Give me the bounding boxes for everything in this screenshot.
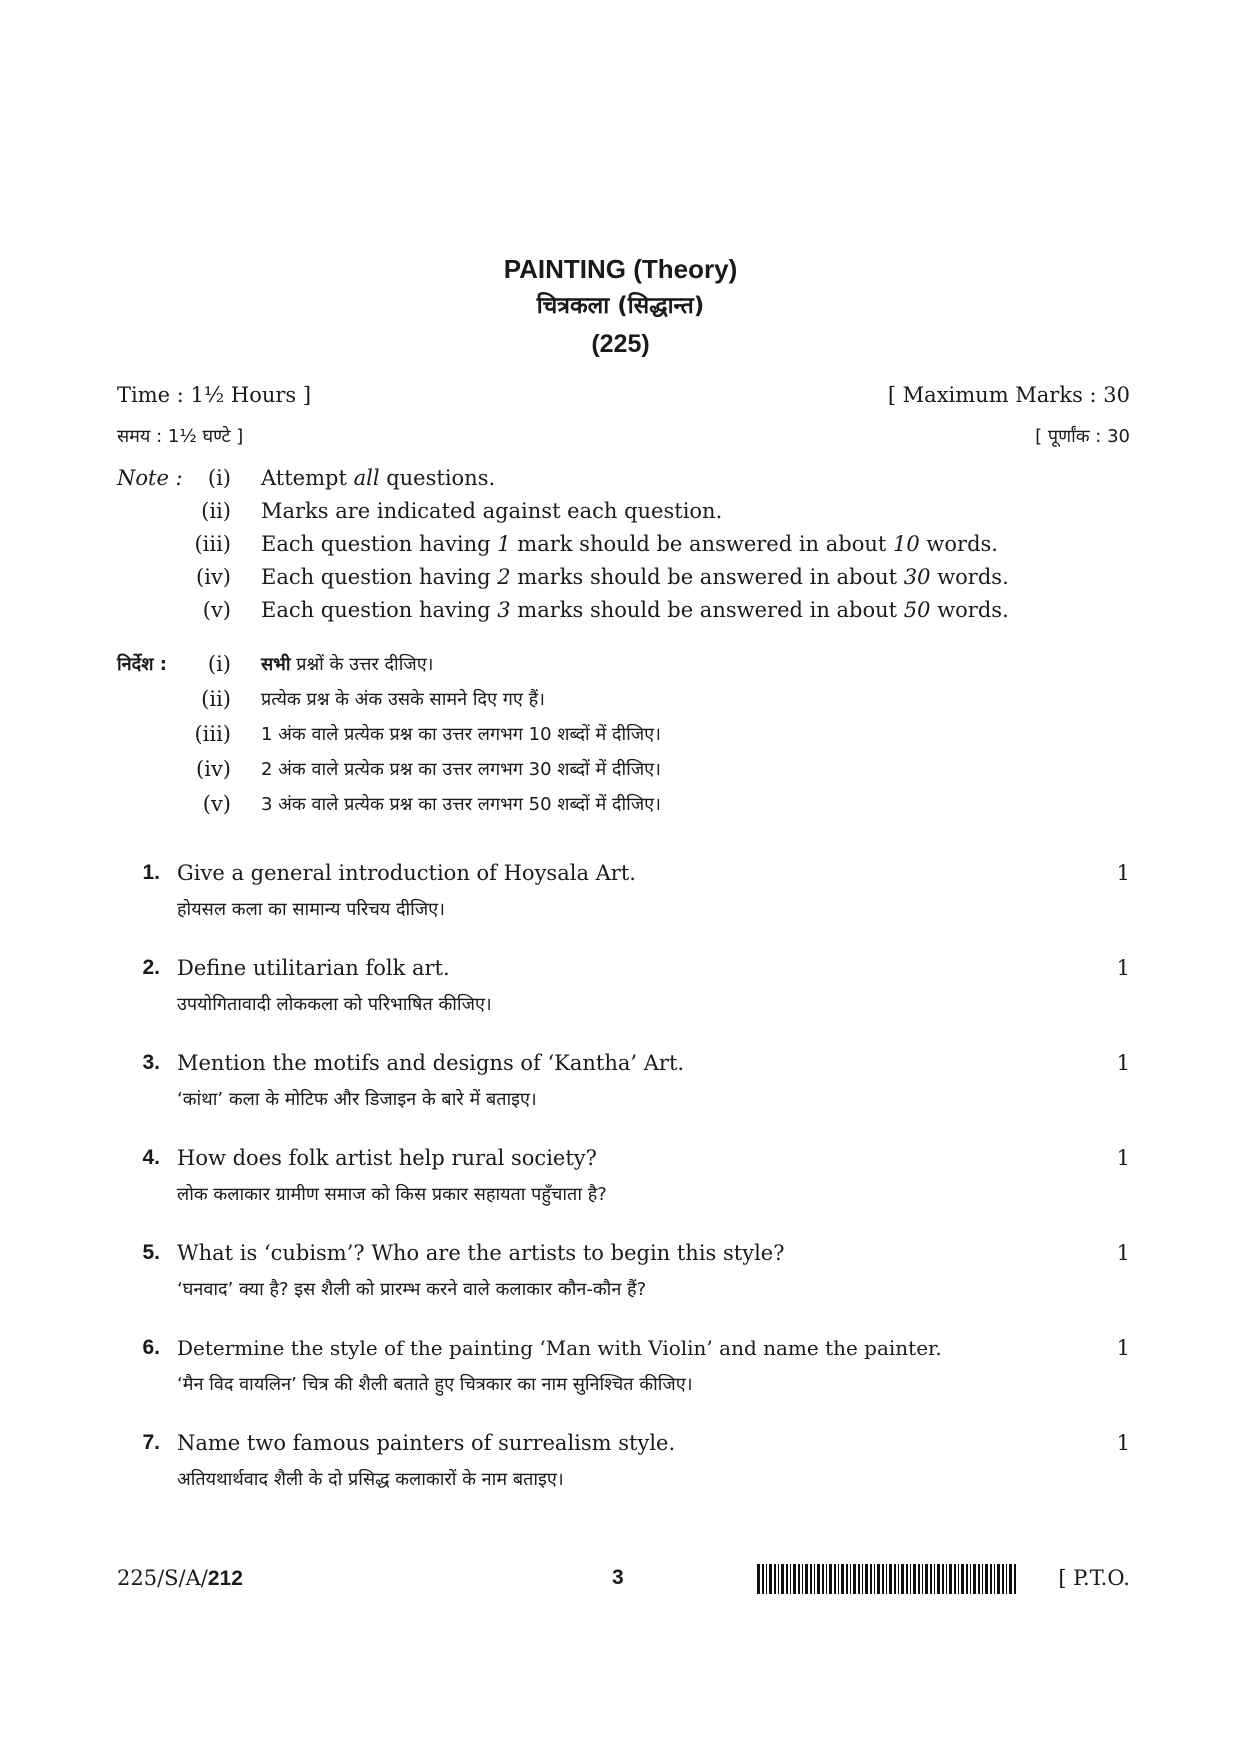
question-text-hindi: उपयोगितावादी लोककला को परिभाषित कीजिए। bbox=[177, 994, 492, 1015]
note-item-text: Attempt all questions. bbox=[261, 466, 496, 490]
note-item-text-hindi: 3 अंक वाले प्रत्येक प्रश्न का उत्तर लगभग 50 शब्दों में दीजिए। bbox=[261, 794, 661, 815]
note-item-text: Marks are indicated against each question. bbox=[261, 499, 723, 523]
barcode-icon bbox=[757, 1564, 1017, 1594]
note-item-text: Each question having 2 marks should be answered in about 30 words. bbox=[261, 565, 1009, 589]
note-item-number: (iv) bbox=[196, 565, 231, 589]
question-number: 2. bbox=[142, 956, 160, 979]
time-label: Time : 1½ Hours ] bbox=[117, 383, 312, 407]
note-item-text-hindi: प्रत्येक प्रश्न के अंक उसके सामने दिए गए हैं। bbox=[261, 689, 545, 710]
note-item-text-hindi: 1 अंक वाले प्रत्येक प्रश्न का उत्तर लगभग 10 शब्दों में दीजिए। bbox=[261, 724, 661, 745]
question-text-hindi: होयसल कला का सामान्य परिचय दीजिए। bbox=[177, 899, 445, 920]
question-number: 3. bbox=[142, 1051, 160, 1074]
question-text: Mention the motifs and designs of ‘Kantha’ Art. bbox=[177, 1051, 685, 1075]
question-number: 7. bbox=[142, 1431, 160, 1454]
note-label: Note : bbox=[117, 466, 183, 490]
question-text-hindi: लोक कलाकार ग्रामीण समाज को किस प्रकार सहायता पहुँचाता है? bbox=[177, 1184, 607, 1205]
max-marks-label-hindi: [ पूर्णांक : 30 bbox=[1035, 426, 1130, 447]
question-number: 4. bbox=[142, 1146, 160, 1169]
question-number: 5. bbox=[142, 1241, 160, 1264]
question-marks: 1 bbox=[1116, 1051, 1130, 1075]
note-item-number: (i) bbox=[207, 652, 231, 676]
note-item-text-hindi: सभी प्रश्नों के उत्तर दीजिए। bbox=[261, 654, 434, 675]
question-text-hindi: ‘घनवाद’ क्या है? इस शैली को प्रारम्भ करने वाले कलाकार कौन-कौन हैं? bbox=[177, 1279, 647, 1300]
paper-title: PAINTING (Theory) bbox=[503, 254, 738, 284]
paper-title-hindi: चित्रकला (सिद्धान्त) bbox=[536, 293, 705, 319]
question-number: 1. bbox=[142, 861, 160, 884]
question-marks: 1 bbox=[1116, 956, 1130, 980]
question-marks: 1 bbox=[1116, 1336, 1130, 1360]
paper-code-number: 212 bbox=[207, 1567, 243, 1590]
page-number: 3 bbox=[612, 1566, 624, 1589]
question-marks: 1 bbox=[1116, 1146, 1130, 1170]
question-number: 6. bbox=[142, 1336, 160, 1359]
question-text: Give a general introduction of Hoysala Art. bbox=[177, 861, 636, 885]
question-text: Determine the style of the painting ‘Man with Violin’ and name the painter. bbox=[177, 1336, 942, 1360]
note-item-number: (v) bbox=[202, 598, 231, 622]
question-text-hindi: ‘मैन विद वायलिन’ चित्र की शैली बताते हुए चित्रकार का नाम सुनिश्चित कीजिए। bbox=[177, 1374, 693, 1395]
note-item-number: (ii) bbox=[201, 499, 231, 523]
note-item-number: (ii) bbox=[201, 687, 231, 711]
note-item-number: (iv) bbox=[196, 757, 231, 781]
question-marks: 1 bbox=[1116, 1431, 1130, 1455]
note-item-number: (iii) bbox=[194, 722, 231, 746]
note-item-number: (iii) bbox=[194, 532, 231, 556]
paper-code bbox=[117, 1566, 243, 1591]
question-text-hindi: अतियथार्थवाद शैली के दो प्रसिद्ध कलाकारों के नाम बताइए। bbox=[177, 1469, 564, 1490]
note-item-text: Each question having 3 marks should be answered in about 50 words. bbox=[261, 598, 1009, 622]
question-text: Define utilitarian folk art. bbox=[177, 956, 450, 980]
note-item-text: Each question having 1 mark should be answered in about 10 words. bbox=[261, 532, 998, 556]
question-text-hindi: ‘कांथा’ कला के मोटिफ और डिजाइन के बारे में बताइए। bbox=[177, 1089, 537, 1110]
note-item-number: (v) bbox=[202, 792, 231, 816]
note-label-hindi: निर्देश : bbox=[117, 654, 167, 675]
note-item-number: (i) bbox=[207, 466, 231, 490]
question-marks: 1 bbox=[1116, 1241, 1130, 1265]
paper-header bbox=[0, 250, 1241, 364]
pto-label: [ P.T.O. bbox=[1058, 1566, 1130, 1590]
question-text: Name two famous painters of surrealism style. bbox=[177, 1431, 676, 1455]
note-item-text-hindi: 2 अंक वाले प्रत्येक प्रश्न का उत्तर लगभग 30 शब्दों में दीजिए। bbox=[261, 759, 661, 780]
subject-code: (225) bbox=[591, 330, 650, 358]
question-text: How does folk artist help rural society? bbox=[177, 1146, 597, 1170]
question-text: What is ‘cubism’? Who are the artists to begin this style? bbox=[177, 1241, 785, 1265]
paper-code-prefix: 225/S/A/ bbox=[117, 1566, 208, 1590]
time-label-hindi: समय : 1½ घण्टे ] bbox=[117, 426, 244, 447]
question-marks: 1 bbox=[1116, 861, 1130, 885]
max-marks-label: [ Maximum Marks : 30 bbox=[887, 383, 1130, 407]
